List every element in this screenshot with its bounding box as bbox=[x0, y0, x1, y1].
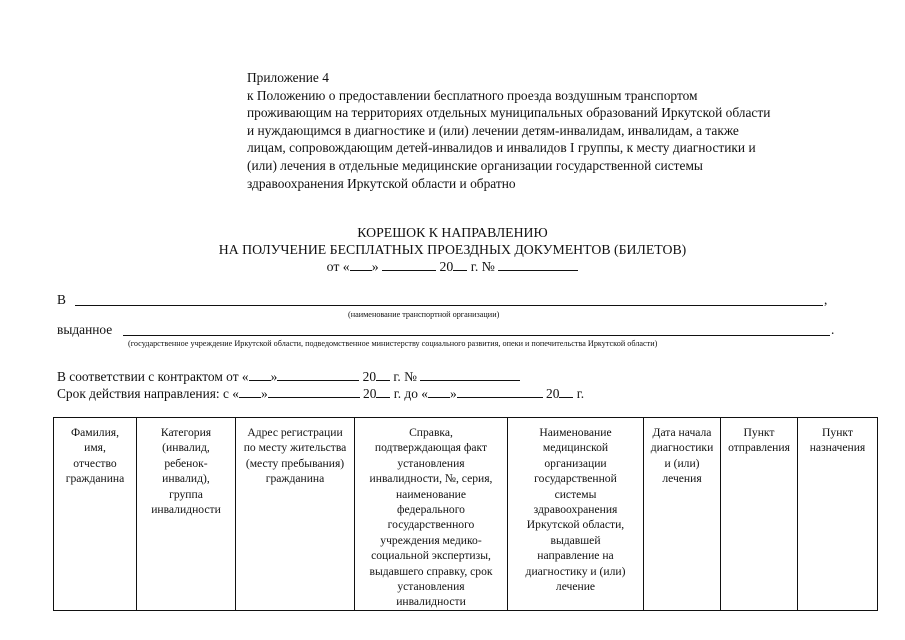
header-destination-point: Пункт назначения bbox=[798, 418, 878, 611]
issued-end-period: . bbox=[831, 322, 835, 337]
validity-to-year: 20 bbox=[546, 386, 560, 401]
appendix-line: Приложение 4 bbox=[247, 70, 329, 85]
issuing-institution-blank[interactable] bbox=[123, 335, 830, 336]
date-year: 20 bbox=[439, 259, 454, 274]
appendix-line: к Положению о предоставлении бесплатного проезда воздушным транспортом bbox=[247, 87, 698, 103]
referral-table bbox=[53, 417, 878, 611]
appendix-line: (или) лечения в отдельные медицинские организации государственной системы bbox=[247, 157, 703, 173]
contract-prefix: В соответствии с контрактом от « bbox=[57, 369, 249, 384]
date-prefix: от « bbox=[326, 259, 350, 274]
validity-from-year-blank[interactable] bbox=[376, 385, 390, 398]
header-address: Адрес регистрации по месту жительства (месту пребывания) гражданина bbox=[236, 418, 355, 611]
contract-close-quote: » bbox=[270, 369, 278, 384]
transport-organization-caption: (наименование транспортной организации) bbox=[348, 310, 500, 319]
contract-line bbox=[57, 368, 520, 385]
validity-close-quote: » bbox=[260, 386, 268, 401]
validity-to-month-blank[interactable] bbox=[457, 385, 543, 398]
header-start-date: Дата начала диагностики и (или) лечения bbox=[644, 418, 721, 611]
appendix-line: и нуждающимся в диагностике и (или) лечении детям-инвалидам, инвалидам, а также bbox=[247, 122, 739, 138]
header-departure-point: Пункт отправления bbox=[721, 418, 798, 611]
year-blank[interactable] bbox=[453, 258, 467, 271]
to-label: В bbox=[57, 292, 66, 307]
validity-from-month-blank[interactable] bbox=[268, 385, 360, 398]
header-category: Категория (инвалид, ребенок- инвалид), группа инвалидности bbox=[137, 418, 236, 611]
document-title-line2: НА ПОЛУЧЕНИЕ БЕСПЛАТНЫХ ПРОЕЗДНЫХ ДОКУМЕНТОВ (БИЛЕТОВ) bbox=[218, 242, 687, 257]
validity-prefix: Срок действия направления: с « bbox=[57, 386, 239, 401]
number-blank[interactable] bbox=[498, 258, 578, 271]
document-date-line bbox=[0, 258, 905, 275]
issuing-institution-caption: (государственное учреждение Иркутской области, подведомственное министерству социального развития, опеки и попечительства Иркутской области) bbox=[128, 339, 658, 348]
validity-close-quote2: » bbox=[449, 386, 457, 401]
validity-to-day-blank[interactable] bbox=[428, 385, 450, 398]
appendix-line: проживающим на территориях отдельных муниципальных образований Иркутской области bbox=[247, 105, 771, 121]
header-full-name: Фамилия, имя, отчество гражданина bbox=[54, 418, 137, 611]
contract-month-blank[interactable] bbox=[277, 368, 359, 381]
day-blank[interactable] bbox=[350, 258, 372, 271]
contract-year-blank[interactable] bbox=[376, 368, 390, 381]
validity-line bbox=[57, 385, 584, 402]
contract-number-blank[interactable] bbox=[420, 368, 520, 381]
appendix-line: лицам, сопровождающим детей-инвалидов и инвалидов I группы, к месту диагностики и bbox=[247, 140, 756, 156]
header-disability-certificate: Справка, подтверждающая факт установления инвалидности, №, серия, наименование федерального государственного учреждения медико- социальной экспертизы, выдавшего справку, срок установления инвалидности bbox=[355, 418, 508, 611]
validity-from-day-blank[interactable] bbox=[239, 385, 261, 398]
contract-day-blank[interactable] bbox=[249, 368, 271, 381]
month-blank[interactable] bbox=[382, 258, 436, 271]
date-close-quote: » bbox=[371, 259, 379, 274]
transport-organization-blank[interactable] bbox=[75, 305, 823, 306]
header-medical-organization: Наименование медицинской организации государственной системы здравоохранения Иркутской области, выдавшей направление на диагностику и (или) лечение bbox=[508, 418, 644, 611]
validity-from-year: 20 bbox=[363, 386, 377, 401]
validity-middle: г. до « bbox=[390, 386, 428, 401]
date-suffix: г. № bbox=[467, 259, 495, 274]
to-end-comma: , bbox=[824, 292, 828, 307]
table-header-row bbox=[54, 418, 878, 611]
issued-label: выданное bbox=[57, 322, 113, 337]
validity-to-year-blank[interactable] bbox=[559, 385, 573, 398]
contract-suffix: г. № bbox=[390, 369, 417, 384]
appendix-header bbox=[247, 69, 867, 192]
document-title-line1: КОРЕШОК К НАПРАВЛЕНИЮ bbox=[357, 225, 548, 240]
validity-suffix: г. bbox=[573, 386, 585, 401]
appendix-line: здравоохранения Иркутской области и обратно bbox=[247, 175, 516, 191]
contract-year: 20 bbox=[362, 369, 377, 384]
